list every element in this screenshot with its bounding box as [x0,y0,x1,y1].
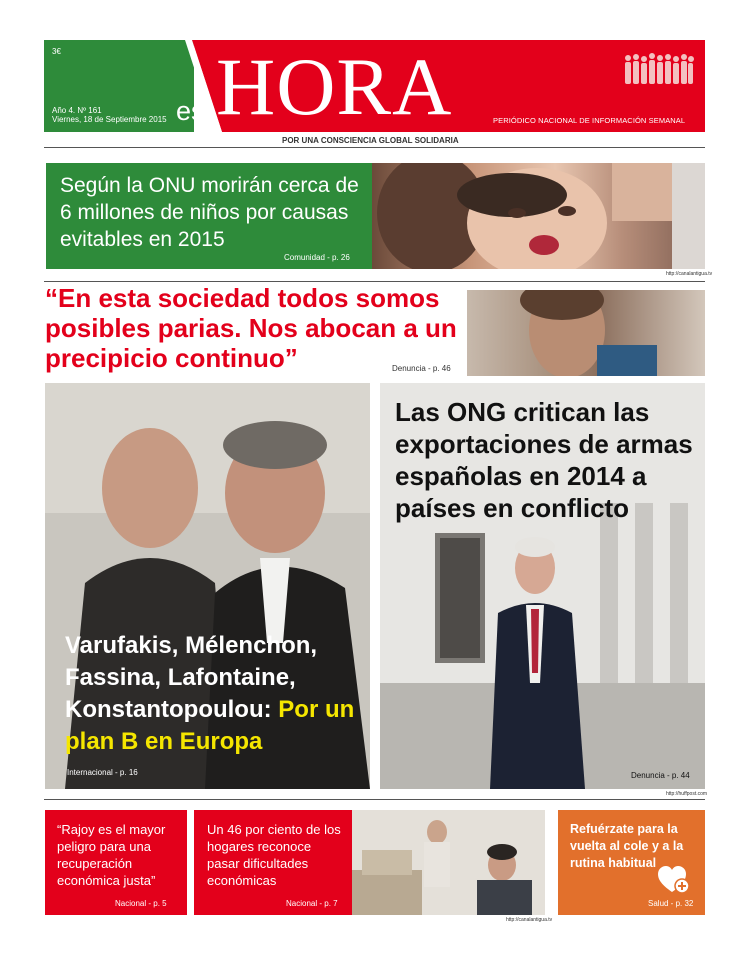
households-teaser-section: Nacional - p. 7 [286,899,338,908]
heart-plus-icon [658,865,690,895]
rajoy-teaser[interactable] [45,810,187,915]
rajoy-teaser-section: Nacional - p. 5 [115,899,167,908]
onu-headline[interactable]: Según la ONU morirán cerca de 6 millones de niños por causas evitables en 2015 [60,174,359,251]
interviewee-illustration [467,290,705,376]
right-story-section-ref: Denuncia - p. 44 [631,771,690,780]
child-vaccine-photo[interactable] [372,163,705,269]
right-photo-credit: http://huffpost.com [666,791,708,797]
health-teaser-section: Salud - p. 32 [648,899,694,908]
left-story-headline-main: Varufakis, Mélenchon, Fassina, Lafontaine, Konstantopoulou: [65,632,318,723]
households-teaser[interactable] [194,810,352,915]
crowd-people-icon [624,52,694,86]
motto: POR UNA CONSCIENCIA GLOBAL SOLIDARIA [282,136,459,145]
health-teaser-text: Refuérzate para la vuelta al cole y a la rutina habitual [570,822,684,870]
households-illustration [352,810,545,915]
households-photo[interactable] [352,810,545,915]
brand-logo: HORA [216,41,453,132]
households-teaser-text: Un 46 por ciento de los hogares reconoce pasar dificultades económicas [207,822,341,888]
households-photo-credit: http://canalantigua.tv [506,917,553,923]
divider-rule [44,147,705,148]
quote-headline[interactable]: “En esta sociedad todos somos posibles parias. Nos abocan a un precipicio continuo” [45,283,457,373]
issue-number: Año 4. Nº 161 [52,106,102,115]
divider-rule [44,799,705,800]
left-story-section-ref: Internacional - p. 16 [67,768,138,777]
child-vaccine-illustration [372,163,705,269]
brand-prefix: es [176,96,205,126]
health-teaser[interactable] [558,810,705,915]
left-story-highlight: Por un plan B en Europa [65,696,355,755]
right-story-headline[interactable]: Las ONG critican las exportaciones de armas españolas en 2014 a países en conflicto [395,397,693,523]
issue-info [52,106,167,124]
rajoy-teaser-text: “Rajoy es el mayor peligro para una recuperación económica justa” [57,822,166,888]
divider-rule [44,281,705,282]
price: 3€ [52,47,61,56]
onu-photo-credit: http://canalantigua.tv [666,271,713,277]
masthead-subtitle: PERIÓDICO NACIONAL DE INFORMACIÓN SEMANAL [493,116,686,125]
onu-section-ref: Comunidad - p. 26 [284,253,350,262]
interviewee-photo[interactable] [467,290,705,376]
quote-section-ref: Denuncia - p. 46 [392,364,451,373]
issue-date: Viernes, 18 de Septiembre 2015 [52,115,167,124]
left-story-headline[interactable] [65,630,365,758]
